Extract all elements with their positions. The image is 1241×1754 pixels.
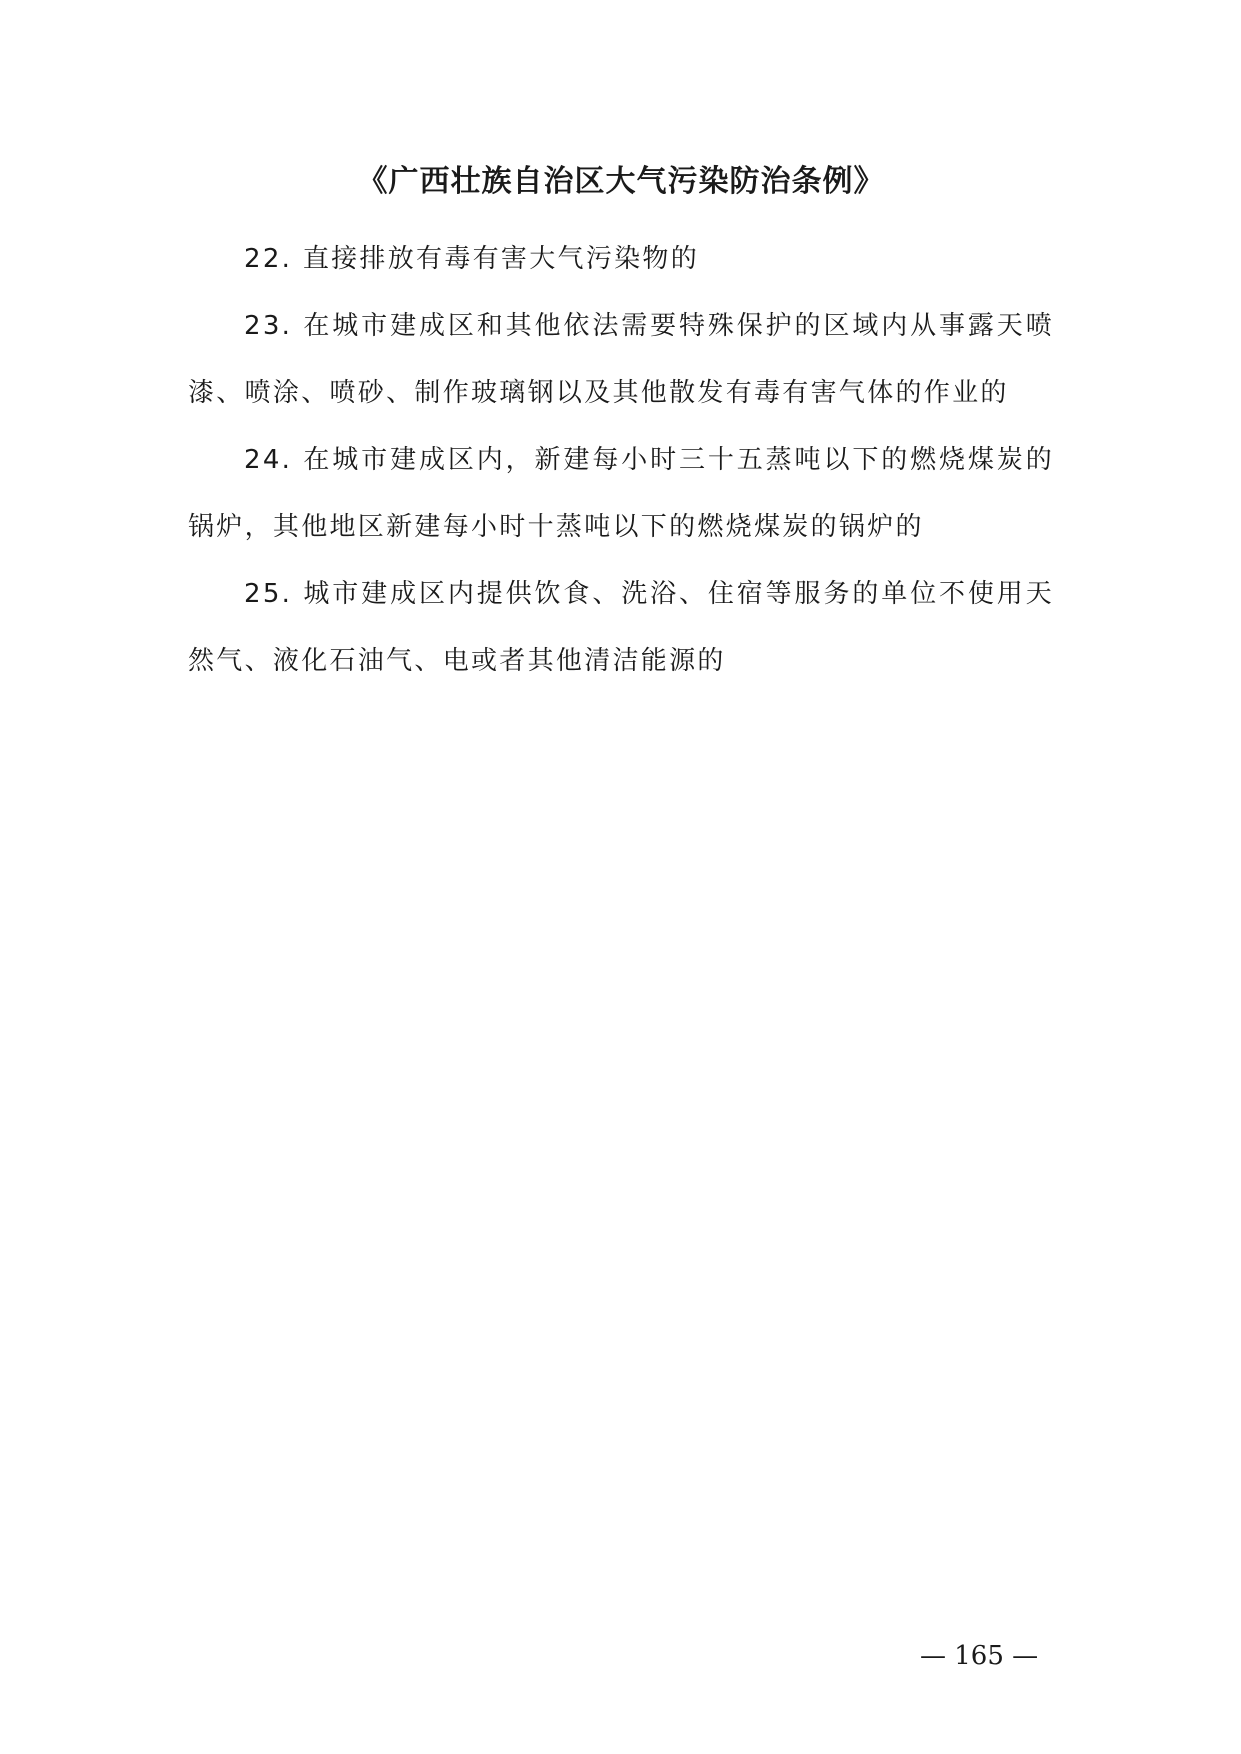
page-number: — 165 —	[920, 1641, 1039, 1671]
list-item-25: 25. 城市建成区内提供饮食、洗浴、住宿等服务的单位不使用天然气、液化石油气、电或者其他清洁能源的	[188, 579, 1054, 676]
list-item-22: 22. 直接排放有毒有害大气污染物的	[244, 244, 700, 274]
list-item-24: 24. 在城市建成区内，新建每小时三十五蒸吨以下的燃烧煤炭的锅炉，其他地区新建每小时十蒸吨以下的燃烧煤炭的锅炉的	[188, 445, 1054, 542]
list-item-23: 23. 在城市建成区和其他依法需要特殊保护的区域内从事露天喷漆、喷涂、喷砂、制作玻璃钢以及其他散发有毒有害气体的作业的	[188, 311, 1054, 408]
document-title: 《广西壮族自治区大气污染防治条例》	[357, 164, 885, 199]
document-body	[188, 226, 1054, 695]
